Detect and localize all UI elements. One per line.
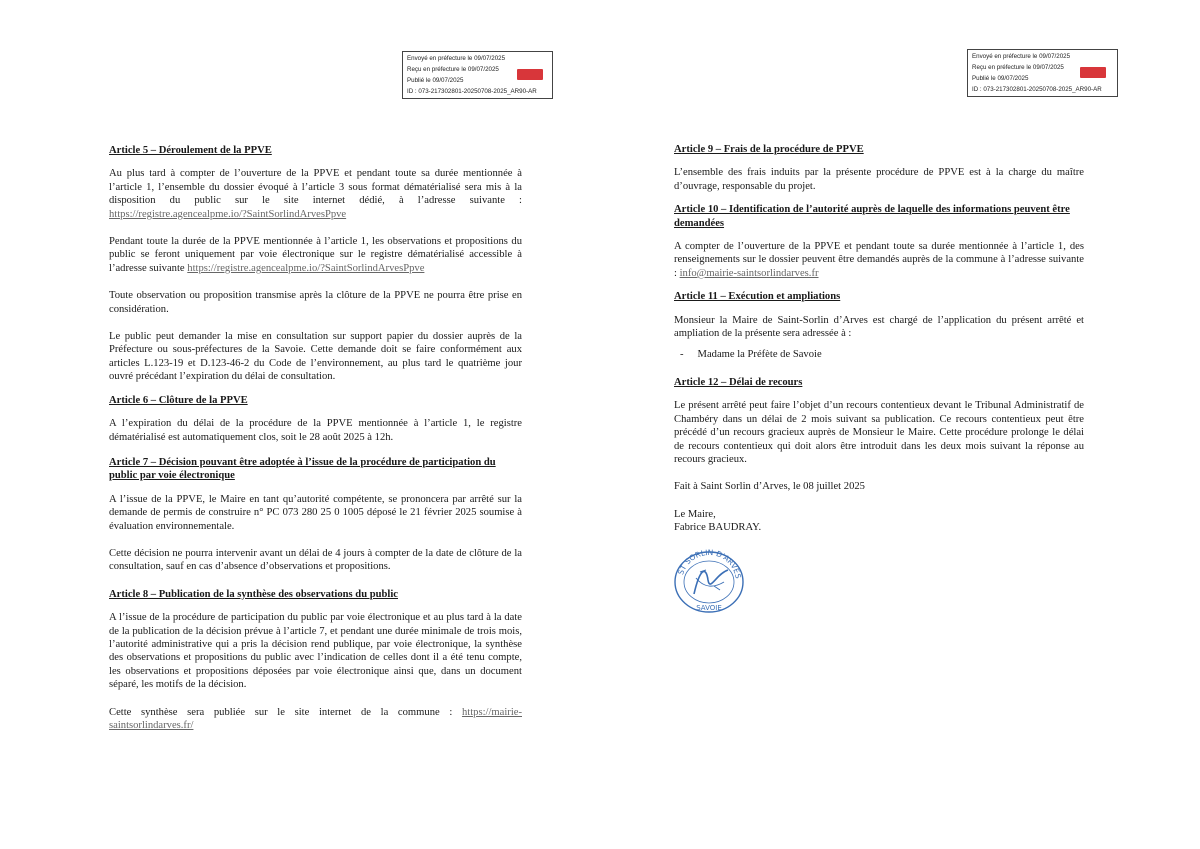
seal-text-bottom: SAVOIE — [696, 604, 722, 612]
article-10-paragraph-1: A compter de l’ouverture de la PPVE et pendant toute sa durée mentionnée à l’article 1, des renseignements sur le dossier peuvent être demandés auprès de la commune à l’adresse suivante : info@mairie-saintsorlindarves.fr — [674, 241, 1084, 279]
article-5-paragraph-4: Le public peut demander la mise en consultation sur support papier du dossier auprès de la Préfecture ou sous-préfectures de la Savoie. Cette demande doit se faire conformément aux articles L.123-19 et D.123-46-2 du Code de l’environnement, au plus tard le quatrième jour ouvré précédant l’expiration du délai de consultation. — [109, 331, 522, 383]
article-5-heading: Article 5 – Déroulement de la PPVE — [109, 145, 272, 156]
seal-text-top: ST SORLIN D'ARVES — [676, 548, 743, 580]
article-5-paragraph-2: Pendant toute la durée de la PPVE mentionnée à l’article 1, les observations et propositions du public se feront uniquement par voie électronique sur le registre dématérialisé accessible à l’adresse suivante https://registre.agencealpme.io/?SaintSorlindArvesPpve — [109, 236, 522, 274]
article-6-heading: Article 6 – Clôture de la PPVE — [109, 394, 248, 406]
article-9-heading: Article 9 – Frais de la procédure de PPVE — [674, 144, 864, 155]
stamp-logo-icon — [1080, 67, 1106, 78]
article-7-paragraph-2: Cette décision ne pourra intervenir avant un délai de 4 jours à compter de la date de clôture de la consultation, sauf en cas d’absence d’observations et propositions. — [109, 547, 522, 573]
article-5-paragraph-3: Toute observation ou proposition transmise après la clôture de la PPVE ne pourra être prise en considération. — [109, 290, 522, 315]
right-page-content — [674, 143, 1084, 535]
article-10-heading: Article 10 – Identification de l’autorité auprès de laquelle des informations peuvent être demandées — [674, 204, 1070, 229]
article-9-paragraph-1: L’ensemble des frais induits par la présente procédure de PPVE est à la charge du maître d’ouvrage, responsable du projet. — [674, 167, 1084, 192]
article-5-link-1[interactable]: https://registre.agencealpme.io/?SaintSorlindArvesPpve — [109, 208, 347, 220]
bullet-marker: - — [680, 349, 684, 361]
left-page-content — [109, 144, 522, 746]
article-11-paragraph-1: Monsieur la Maire de Saint-Sorlin d’Arves est chargé de l’application du présent arrêté et ampliation de la présente sera adressée à : — [674, 314, 1084, 340]
stamp-logo-icon — [517, 69, 543, 80]
stamp-recu: Reçu en préfecture le 09/07/2025 — [407, 66, 499, 73]
stamp-publie: Publié le 09/07/2025 — [972, 75, 1029, 82]
article-6-paragraph-1: A l’expiration du délai de la procédure de la PPVE mentionnée à l’article 1, le registre dématérialisé est automatiquement clos, soit le 28 août 2025 à 12h. — [109, 418, 522, 443]
article-12-paragraph-1: Le présent arrêté peut faire l’objet d’un recours contentieux devant le Tribunal Administratif de Chambéry dans un délai de 2 mois suivant sa publication. Ce recours contentieux peut être précédé d’un recours gracieux auprès de Monsieur le Maire. Cette procédure prolonge le délai de recours contentieux qui doit alors être introduit dans les deux mois suivant la réponse au recours gracieux. — [674, 400, 1084, 465]
stamp-envoye: Envoyé en préfecture le 09/07/2025 — [972, 53, 1071, 60]
prefecture-stamp — [402, 51, 553, 99]
stamp-id: ID : 073-217302801-20250708-2025_AR90-AR — [407, 88, 537, 95]
municipal-seal-icon — [670, 548, 748, 614]
article-5-paragraph-1: Au plus tard à compter de l’ouverture de la PPVE et pendant toute sa durée mentionnée à l’article 1, l’ensemble du dossier évoqué à l’article 3 sous format dématérialisé sera mis à la disposition du public sur le site internet dédié, à l’adresse suivante : https://registre.agencealpme.io/?SaintSorlindArvesPpve — [109, 168, 522, 220]
signature-title: Le Maire, — [674, 508, 716, 520]
article-7-paragraph-1: A l’issue de la PPVE, le Maire en tant qu’autorité compétente, se prononcera par arrêté sur la demande de permis de construire n° PC 073 280 25 0 1005 déposé le 21 février 2025 soumise à évaluation environnementale. — [109, 493, 522, 532]
stamp-recu: Reçu en préfecture le 09/07/2025 — [972, 64, 1064, 71]
right-page — [600, 0, 1200, 849]
stamp-envoye: Envoyé en préfecture le 09/07/2025 — [407, 55, 506, 62]
prefecture-stamp — [967, 49, 1118, 97]
article-11-recipient: Madame la Préfète de Savoie — [697, 349, 822, 361]
signature-place-date: Fait à Saint Sorlin d’Arves, le 08 juillet 2025 — [674, 481, 865, 493]
stamp-publie: Publié le 09/07/2025 — [407, 77, 464, 84]
article-8-heading: Article 8 – Publication de la synthèse des observations du public — [109, 588, 398, 600]
stamp-id: ID : 073-217302801-20250708-2025_AR90-AR — [972, 86, 1102, 93]
article-11-recipient-item — [680, 348, 1084, 361]
signature-name: Fabrice BAUDRAY. — [674, 522, 762, 534]
article-7-heading: Article 7 – Décision pouvant être adoptée à l’issue de la procédure de participation du public par voie électronique — [109, 456, 496, 482]
article-10-email-link[interactable]: info@mairie-saintsorlindarves.fr — [679, 267, 819, 279]
article-8-paragraph-1: A l’issue de la procédure de participation du public par voie électronique et au plus tard à la date de la publication de la décision prévue à l’article 7, et pendant une durée minimale de trois mois, l’autorité administrative qui a pris la décision rend publique, par voie électronique, la synthèse des observations et propositions du public avec l’indication de celles dont il a été tenu compte, les observations et propositions déposées par voie électronique ainsi que, dans un document séparé, les motifs de la décision. — [109, 612, 522, 691]
article-12-heading: Article 12 – Délai de recours — [674, 376, 803, 388]
article-11-heading: Article 11 – Exécution et ampliations — [674, 291, 841, 303]
article-8-link[interactable]: https://mairie-saintsorlindarves.fr/ — [109, 706, 522, 731]
article-8-paragraph-2: Cette synthèse sera publiée sur le site internet de la commune : https://mairie-saintsorlindarves.fr/ — [109, 706, 522, 731]
article-5-link-2[interactable]: https://registre.agencealpme.io/?SaintSorlindArvesPpve — [187, 262, 425, 274]
